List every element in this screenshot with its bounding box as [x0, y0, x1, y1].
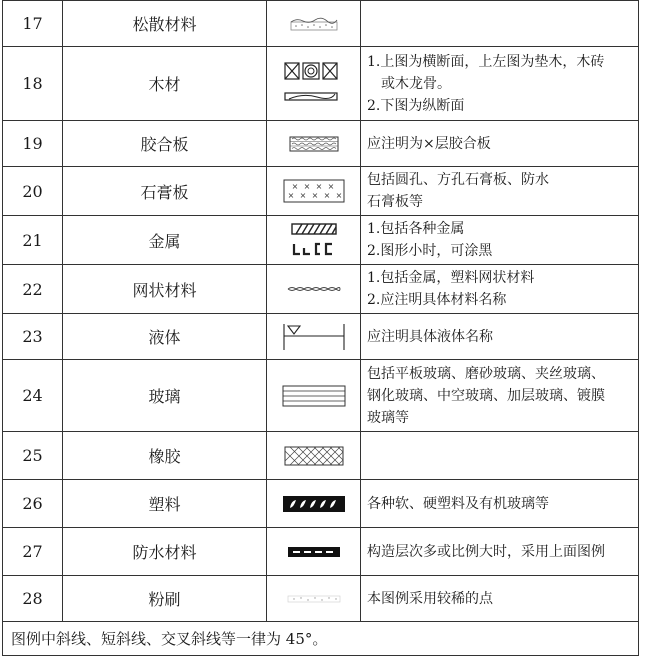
material-name: 木材 — [63, 47, 267, 121]
description — [361, 216, 639, 265]
description — [361, 1, 639, 47]
description — [361, 265, 639, 314]
footnote: 图例中斜线、短斜线、交叉斜线等一律为 45°。 — [3, 622, 639, 656]
row-number: 21 — [3, 216, 63, 265]
description-line: 应注明具体液体名称 — [367, 328, 493, 345]
material-name: 玻璃 — [63, 360, 267, 432]
description-line: 2.应注明具体材料名称 — [367, 292, 507, 308]
row-number: 25 — [3, 432, 63, 480]
gypsum-board-hatch-icon — [267, 167, 361, 216]
description-line: 本图例采用较稀的点 — [367, 590, 493, 607]
wood-section-icon — [267, 47, 361, 121]
table-row — [3, 167, 639, 216]
description — [361, 167, 639, 216]
svg-text:×: × — [311, 191, 318, 200]
description-line: 1.包括各种金属 — [367, 221, 465, 237]
row-number: 26 — [3, 480, 63, 528]
table-row — [3, 622, 639, 656]
description-line: 构造层次多或比例大时，采用上面图例 — [367, 543, 605, 560]
table-row — [3, 1, 639, 47]
description-line: 石膏板等 — [367, 194, 423, 210]
description-line: 包括圆孔、方孔石膏板、防水 — [367, 172, 549, 188]
material-name: 粉刷 — [63, 576, 267, 622]
loose-material-hatch-icon — [267, 1, 361, 47]
material-name: 石膏板 — [63, 167, 267, 216]
row-number: 20 — [3, 167, 63, 216]
description-line: 或木龙骨。 — [381, 75, 451, 92]
material-legend-table — [2, 0, 639, 656]
table-row — [3, 432, 639, 480]
table-row — [3, 576, 639, 622]
rubber-hatch-icon — [267, 432, 361, 480]
material-name: 松散材料 — [63, 1, 267, 47]
table-row — [3, 360, 639, 432]
description-line: 玻璃等 — [367, 409, 409, 426]
glass-lines-icon — [267, 360, 361, 432]
svg-text:×: × — [299, 191, 306, 200]
description — [361, 480, 639, 528]
svg-text:×: × — [335, 191, 342, 200]
description-line: 应注明为×层胶合板 — [367, 135, 491, 152]
description-line: 2.下图为纵断面 — [367, 97, 465, 114]
svg-text:×: × — [287, 191, 294, 200]
description — [361, 360, 639, 432]
description — [361, 576, 639, 622]
waterproof-icon — [267, 528, 361, 576]
table-row — [3, 480, 639, 528]
description — [361, 432, 639, 480]
description-line: 1.包括金属，塑料网状材料 — [367, 270, 535, 286]
row-number: 18 — [3, 47, 63, 121]
row-number: 17 — [3, 1, 63, 47]
liquid-icon — [267, 314, 361, 360]
description — [361, 121, 639, 167]
material-name: 胶合板 — [63, 121, 267, 167]
description-line: 钢化玻璃、中空玻璃、加层玻璃、镀膜 — [367, 387, 605, 404]
material-name: 塑料 — [63, 480, 267, 528]
description-line: 2.图形小时，可涂黑 — [367, 243, 493, 259]
description-line: 1.上图为横断面，上左图为垫木，木砖 — [367, 53, 605, 70]
svg-text:×: × — [323, 191, 330, 200]
material-name: 液体 — [63, 314, 267, 360]
row-number: 24 — [3, 360, 63, 432]
svg-text:×: × — [291, 182, 298, 191]
row-number: 27 — [3, 528, 63, 576]
description — [361, 528, 639, 576]
description-line: 各种软、硬塑料及有机玻璃等 — [367, 495, 549, 512]
table-row — [3, 314, 639, 360]
row-number: 28 — [3, 576, 63, 622]
svg-text:×: × — [303, 182, 310, 191]
svg-text:×: × — [327, 182, 334, 191]
table-row — [3, 528, 639, 576]
material-name: 防水材料 — [63, 528, 267, 576]
row-number: 23 — [3, 314, 63, 360]
row-number: 22 — [3, 265, 63, 314]
table-row — [3, 216, 639, 265]
description — [361, 47, 639, 121]
row-number: 19 — [3, 121, 63, 167]
table-row — [3, 47, 639, 121]
metal-hatch-icon — [267, 216, 361, 265]
plywood-hatch-icon — [267, 121, 361, 167]
table-row — [3, 265, 639, 314]
material-name: 橡胶 — [63, 432, 267, 480]
description — [361, 314, 639, 360]
material-name: 金属 — [63, 216, 267, 265]
svg-text:×: × — [315, 182, 322, 191]
plaster-dots-icon — [267, 576, 361, 622]
mesh-material-icon — [267, 265, 361, 314]
description-line: 包括平板玻璃、磨砂玻璃、夹丝玻璃、 — [367, 365, 605, 382]
material-name: 网状材料 — [63, 265, 267, 314]
plastic-icon — [267, 480, 361, 528]
table-row — [3, 121, 639, 167]
